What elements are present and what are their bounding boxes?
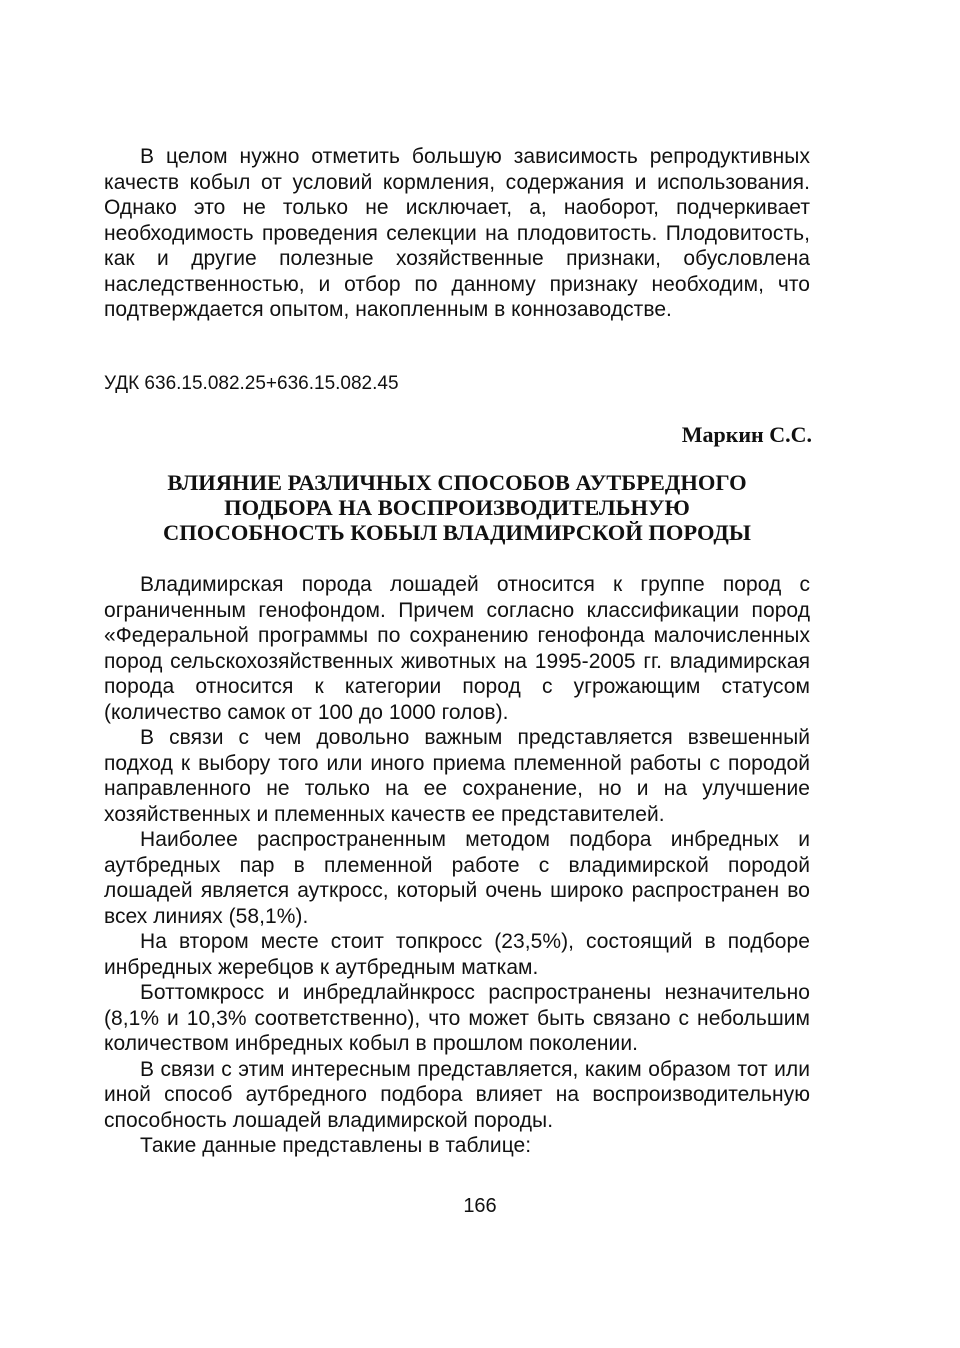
author-name: Маркин С.С. — [681, 422, 812, 447]
intro-paragraph: В целом нужно отметить большую зависимость репродуктивных качеств кобыл от условий кормления, содержания и использования. Однако это не только не исключает, а, наоборот, подчеркивает необходимость проведения селекции на плодовитость. Плодовитость, как и другие полезные хозяйственные признаки, обусловлена наследственностью, и отбор по данному признаку необходим, что подтверждается опытом, накопленным в коннозаводстве. — [104, 145, 810, 321]
title-line: ПОДБОРА НА ВОСПРОИЗВОДИТЕЛЬНУЮ — [224, 495, 690, 520]
intro-text — [104, 144, 810, 323]
body-paragraph: Владимирская порода лошадей относится к группе пород с ограниченным генофондом. Причем согласно классификации пород «Федеральной программы по сохранению генофонда малочисленных пород сельскохозяйственных животных на 1995-2005 гг. владимирская порода относится к категории пород с угрожающим статусом (количество самок от 100 до 1000 голов). — [104, 573, 810, 724]
title-line: СПОСОБНОСТЬ КОБЫЛ ВЛАДИМИРСКОЙ ПОРОДЫ — [163, 520, 751, 545]
body-paragraph: В связи с этим интересным представляется, каким образом тот или иной способ аутбредного подбора влияет на воспроизводительную способность лошадей владимирской породы. — [104, 1057, 810, 1132]
body-paragraph: Наиболее распространенным методом подбора инбредных и аутбредных пар в племенной работе с владимирской породой лошадей является ауткросс, который очень широко распространен во всех линиях (58,1%). — [104, 828, 810, 928]
udk-code: УДК 636.15.082.25+636.15.082.45 — [104, 373, 399, 394]
body-paragraph: Такие данные представлены в таблице: — [140, 1134, 532, 1157]
body-paragraph: На втором месте стоит топкросс (23,5%), состоящий в подборе инбредных жеребцов к аутбредным маткам. — [104, 930, 810, 979]
title-line: ВЛИЯНИЕ РАЗЛИЧНЫХ СПОСОБОВ АУТБРЕДНОГО — [167, 470, 747, 495]
body-paragraph: Боттомкросс и инбредлайнкросс распространены незначительно (8,1% и 10,3% соответственно), что может быть связано с небольшим количеством инбредных кобыл в прошлом поколении. — [104, 981, 810, 1055]
body-paragraph: В связи с чем довольно важным представляется взвешенный подход к выбору того или иного приема племенной работы с породой направленного не только на ее сохранение, но и на улучшение хозяйственных и племенных качеств ее представителей. — [104, 726, 810, 826]
article-body — [104, 572, 810, 1159]
article-title — [104, 470, 810, 545]
page-number: 166 — [463, 1195, 497, 1217]
